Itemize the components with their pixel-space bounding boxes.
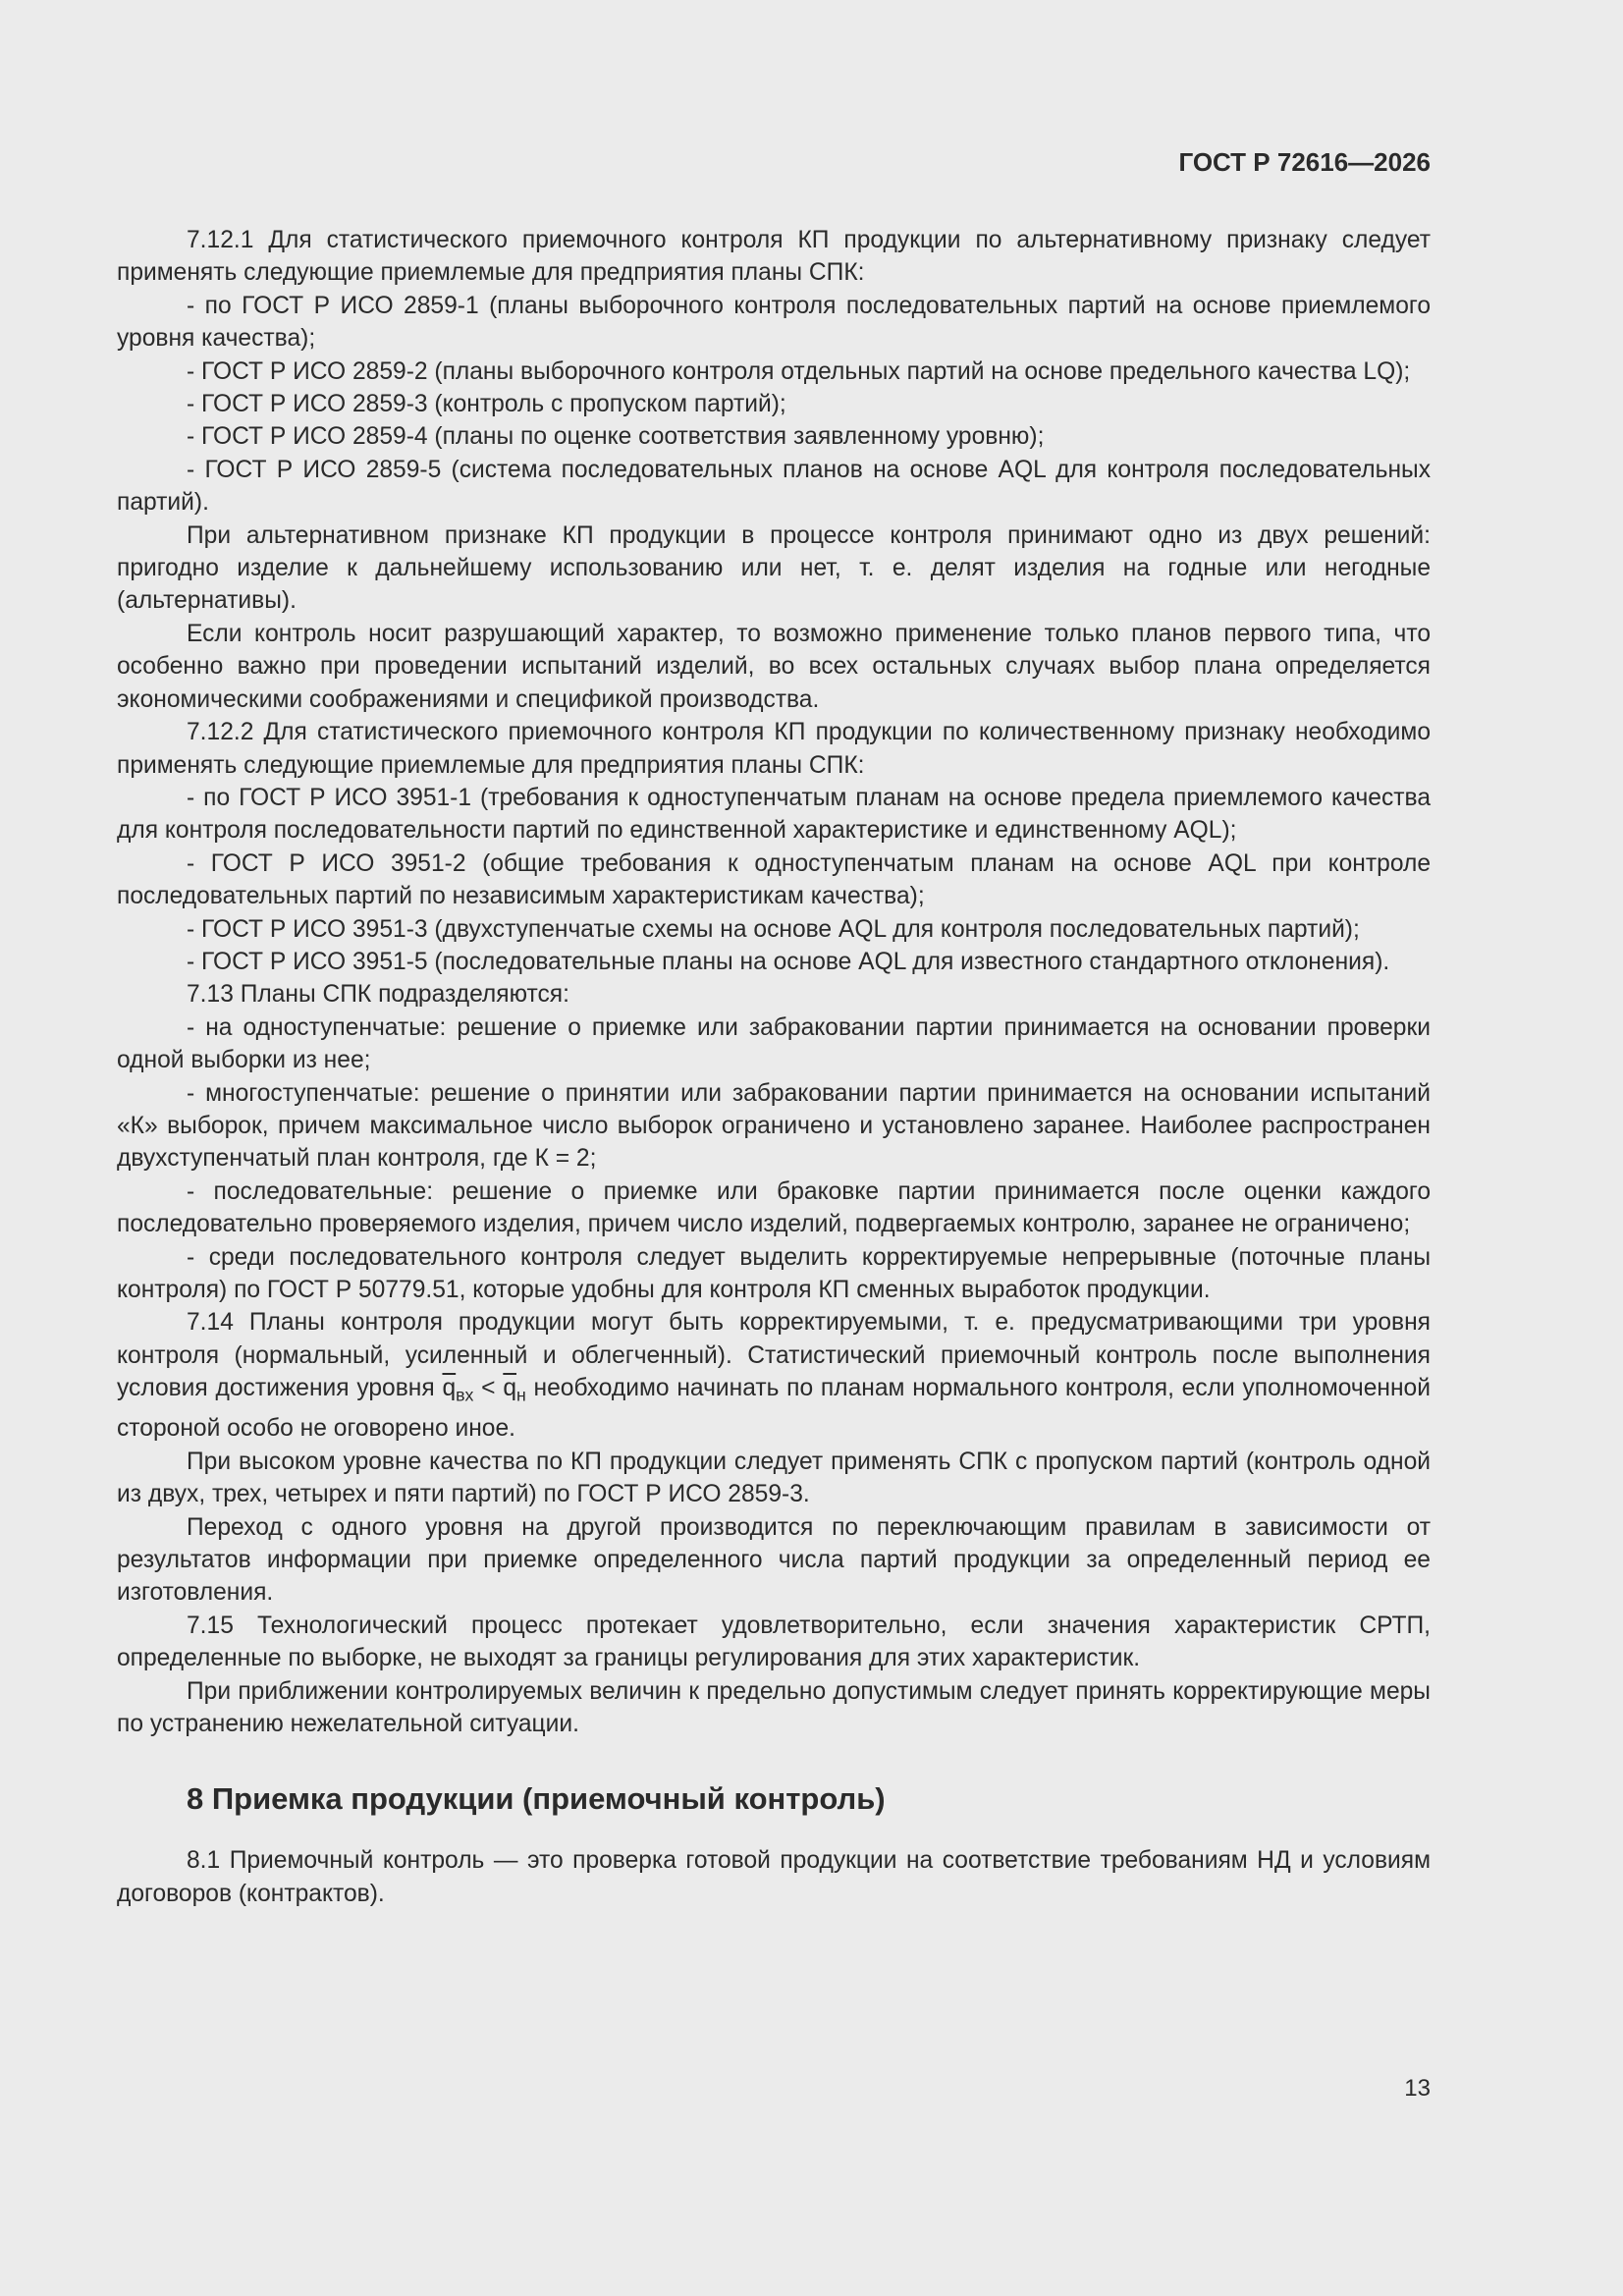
list-item: - многоступенчатые: решение о принятии или забраковании партии принимается на основании испытаний «К» выборок, причем максимальное число выборок ограничено и установлено заранее. Наиболее распространен двухступенчатый план контроля, где К = 2; [117,1079,1431,1173]
paragraph: При альтернативном признаке КП продукции в процессе контроля принимают одно из двух решений: пригодно изделие к дальнейшему использованию или нет, т. е. делят изделия на годные или негодные (альтернативы). [117,521,1431,615]
paragraph: 7.15 Технологический процесс протекает удовлетворительно, если значения характеристик СРТП, определенные по выборке, не выходят за границы регулирования для этих характеристик. [117,1612,1431,1672]
list-item: - ГОСТ Р ИСО 2859-5 (система последовательных планов на основе AQL для контроля последовательных партий). [117,456,1431,517]
less-than-sign: < [473,1375,504,1402]
paragraph: При приближении контролируемых величин к предельно допустимым следует принять корректирующие меры по устранению нежелательной ситуации. [117,1677,1431,1737]
list-item: - ГОСТ Р ИСО 3951-5 (последовательные планы на основе AQL для известного стандартного отклонения). [187,948,1390,975]
subscript: вх [456,1385,474,1405]
list-item: - ГОСТ Р ИСО 2859-2 (планы выборочного контроля отдельных партий на основе предельного качества LQ); [187,357,1411,385]
list-item: - ГОСТ Р ИСО 2859-3 (контроль с пропуском партий); [187,391,786,418]
list-item: - ГОСТ Р ИСО 3951-2 (общие требования к одноступенчатым планам на основе AQL при контроле последовательных партий по независимым характеристикам качества); [117,849,1431,910]
q-symbol: $\overline{q}$ [503,1375,516,1402]
paragraph: 7.12.2 Для статистического приемочного контроля КП продукции по количественному признаку необходимо применять следующие приемлемые для предприятия планы СПК: [117,719,1431,779]
paragraph: 7.12.1 Для статистического приемочного контроля КП продукции по альтернативному признаку следует применять следующие приемлемые для предприятия планы СПК: [117,227,1431,287]
list-item: - по ГОСТ Р ИСО 2859-1 (планы выборочного контроля последовательных партий на основе приемлемого уровня качества); [117,292,1431,353]
paragraph: Переход с одного уровня на другой производится по переключающим правилам в зависимости от результатов информации при приемке определенного числа партий продукции за определенный период ее изготовления. [117,1513,1431,1607]
subscript: н [516,1385,526,1405]
list-item: - ГОСТ Р ИСО 2859-4 (планы по оценке соответствия заявленному уровню); [187,423,1045,451]
paragraph: 7.13 Планы СПК подразделяются: [187,981,569,1009]
text: 7.14 Планы контроля продукции могут быть корректируемыми, т. е. предусматривающими три уровня контроля (нормальный, усиленный и облегченный). Статистический приемочный контроль после выполнения условия достижения уровня [117,1309,1431,1402]
list-item: - последовательные: решение о приемке или браковке партии принимается после оценки каждого последовательно проверяемого изделия, причем число изделий, подвергаемых контролю, заранее не ограничено; [117,1177,1431,1238]
section-heading: 8 Приемка продукции (приемочный контроль) [187,1781,886,1817]
document-body [117,224,1431,1910]
paragraph: При высоком уровне качества по КП продукции следует применять СПК с пропуском партий (контроль одной из двух, трех, четырех и пяти партий) по ГОСТ Р ИСО 2859-3. [117,1448,1431,1508]
list-item: - ГОСТ Р ИСО 3951-3 (двухступенчатые схемы на основе AQL для контроля последовательных партий); [187,915,1360,943]
page-number: 13 [1404,2075,1431,2102]
list-item: - на одноступенчатые: решение о приемке или забраковании партии принимается на основании проверки одной выборки из нее; [117,1013,1431,1074]
list-item: - среди последовательного контроля следует выделить корректируемые непрерывные (поточные планы контроля) по ГОСТ Р 50779.51, которые удобны для контроля КП сменных выработок продукции. [117,1243,1431,1303]
paragraph: 8.1 Приемочный контроль — это проверка готовой продукции на соответствие требованиям НД и условиям договоров (контрактов). [117,1847,1431,1907]
text: необходимо начинать по планам нормального контроля, если уполномоченной стороной особо не оговорено иное. [117,1375,1431,1443]
q-symbol: $\overline{q}$ [442,1375,457,1402]
list-item: - по ГОСТ Р ИСО 3951-1 (требования к одноступенчатым планам на основе предела приемлемого качества для контроля последовательности партий по единственной характеристике и единственному AQL); [117,784,1431,845]
document-header: ГОСТ Р 72616—2026 [1178,147,1431,177]
paragraph-7-14 [117,1306,1431,1445]
paragraph: Если контроль носит разрушающий характер, то возможно применение только планов первого типа, что особенно важно при проведении испытаний изделий, во всех остальных случаях выбор плана определяется экономическими соображениями и спецификой производства. [117,620,1431,713]
